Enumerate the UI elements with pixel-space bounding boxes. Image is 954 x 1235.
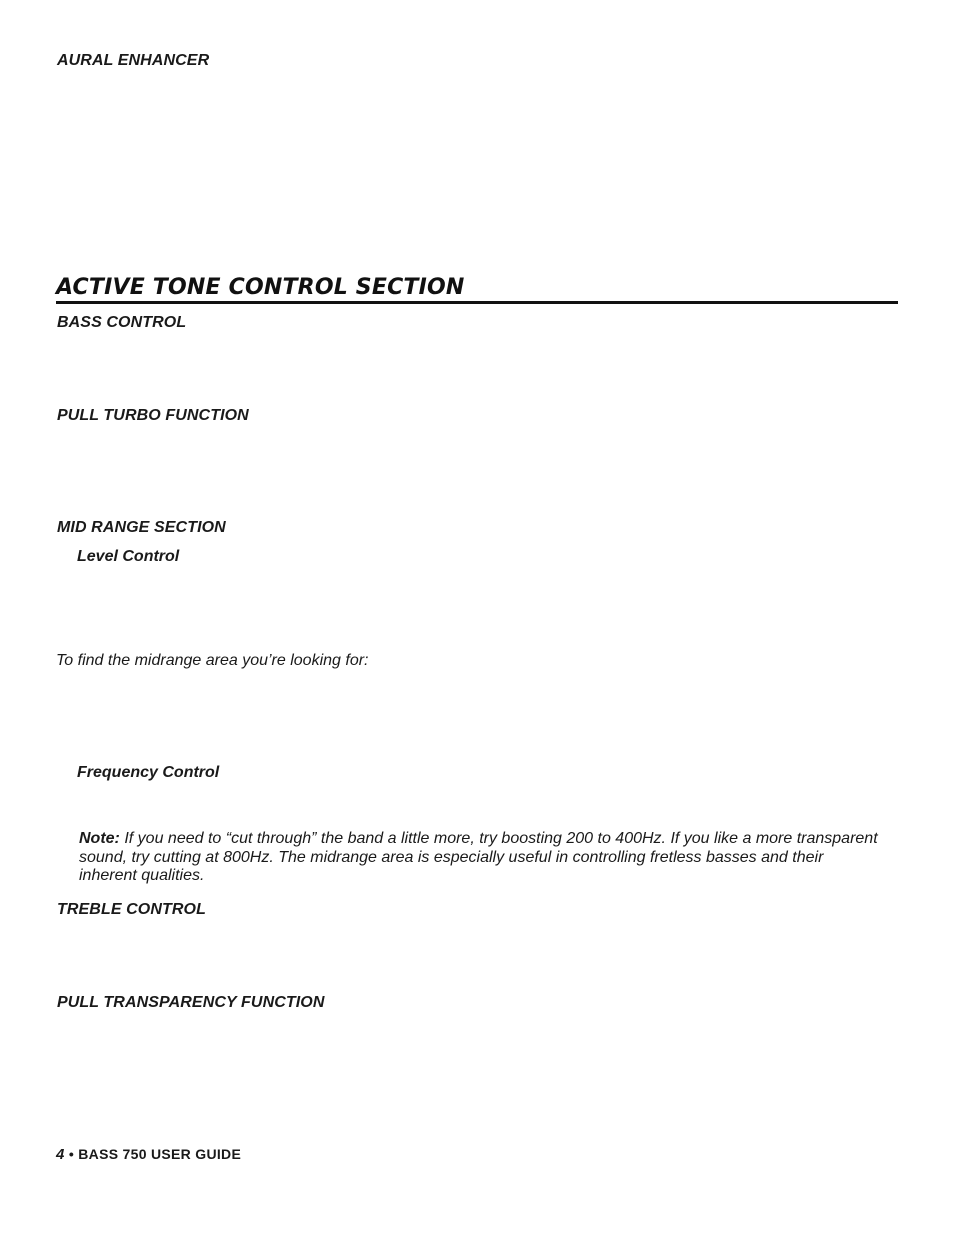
footer-separator: • bbox=[64, 1146, 79, 1162]
note-paragraph bbox=[79, 830, 879, 886]
midrange-intro-text: To find the midrange area you’re looking for: bbox=[56, 652, 369, 669]
section-title: ACTIVE TONE CONTROL SECTION bbox=[56, 275, 465, 300]
bass-control-heading: BASS CONTROL bbox=[57, 314, 187, 331]
guide-title: BASS 750 USER GUIDE bbox=[78, 1146, 242, 1162]
pull-transparency-heading: PULL TRANSPARENCY FUNCTION bbox=[57, 994, 325, 1011]
treble-control-heading: TREBLE CONTROL bbox=[57, 901, 206, 918]
aural-enhancer-heading: AURAL ENHANCER bbox=[57, 52, 210, 69]
frequency-control-heading: Frequency Control bbox=[77, 764, 220, 781]
page-number: 4 bbox=[56, 1146, 65, 1163]
level-control-heading: Level Control bbox=[77, 548, 180, 565]
section-divider bbox=[56, 301, 898, 304]
page-footer bbox=[56, 1147, 241, 1162]
note-label: Note: bbox=[79, 830, 120, 847]
note-text: If you need to “cut through” the band a little more, try boosting 200 to 400Hz. If you like a more transparent sound, try cutting at 800Hz. The midrange area is especially useful in controlling fretless basses and their inherent qualities. bbox=[79, 830, 878, 884]
pull-turbo-heading: PULL TURBO FUNCTION bbox=[57, 407, 249, 424]
mid-range-heading: MID RANGE SECTION bbox=[57, 519, 226, 536]
